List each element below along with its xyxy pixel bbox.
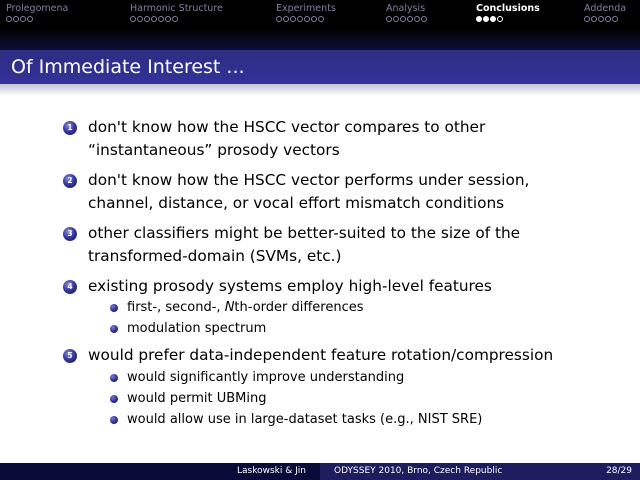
nav-dot[interactable] (297, 16, 303, 22)
nav-dot[interactable] (165, 16, 171, 22)
nav-dot[interactable] (591, 16, 597, 22)
nav-dot[interactable] (605, 16, 611, 22)
nav-dot[interactable] (584, 16, 590, 22)
nav-dot[interactable] (144, 16, 150, 22)
frame-title-shadow (0, 84, 640, 96)
nav-dot[interactable] (400, 16, 406, 22)
nav-dot[interactable] (6, 16, 12, 22)
enumerate-number-ball: 3 (63, 227, 77, 241)
item-text-line: existing prosody systems employ high-level features (88, 277, 492, 295)
nav-dot[interactable] (20, 16, 26, 22)
footer-authors: Laskowski & Jin (0, 463, 320, 480)
item-text-line: “instantaneous” prosody vectors (88, 141, 340, 159)
enumerate-number-ball: 2 (63, 174, 77, 188)
nav-section-harmonic-structure[interactable]: Harmonic Structure (130, 3, 223, 14)
nav-dot[interactable] (304, 16, 310, 22)
bullet-icon (110, 416, 118, 424)
bullet-icon (110, 395, 118, 403)
sub-item-text: would permit UBMing (127, 391, 267, 406)
nav-section-prolegomena[interactable]: Prolegomena (6, 3, 69, 14)
nav-dot[interactable] (151, 16, 157, 22)
nav-dot[interactable] (598, 16, 604, 22)
sub-item (110, 389, 570, 409)
nav-dot[interactable] (290, 16, 296, 22)
nav-dot[interactable] (276, 16, 282, 22)
nav-dot[interactable] (318, 16, 324, 22)
nav-dot[interactable] (490, 16, 496, 22)
nav-dot[interactable] (393, 16, 399, 22)
nav-dot[interactable] (497, 16, 503, 22)
footer-page-number: 28/29 (590, 463, 640, 480)
sub-item-text: would significantly improve understanding (127, 370, 405, 385)
enumerate-number-ball: 4 (63, 280, 77, 294)
footer-venue: ODYSSEY 2010, Brno, Czech Republic (320, 463, 640, 480)
item-text-line: would prefer data-independent feature rotation/compression (88, 346, 554, 364)
bullet-icon (110, 374, 118, 382)
sub-item (110, 298, 570, 318)
nav-section-analysis[interactable]: Analysis (386, 3, 426, 14)
title-bar (0, 28, 640, 50)
nav-dot[interactable] (158, 16, 164, 22)
sub-item-text: would allow use in large-dataset tasks (e.g., NIST SRE) (127, 412, 483, 427)
navigation-bar (0, 0, 640, 28)
nav-dot[interactable] (386, 16, 392, 22)
nav-dot[interactable] (612, 16, 618, 22)
item-text-line: channel, distance, or vocal effort mismatch conditions (88, 194, 505, 212)
nav-dot[interactable] (130, 16, 136, 22)
item-text-line: other classifiers might be better-suited to the size of the (88, 224, 521, 242)
nav-dot[interactable] (137, 16, 143, 22)
frame-title: Of Immediate Interest ... (11, 56, 245, 78)
nav-dot[interactable] (283, 16, 289, 22)
sub-item (110, 368, 570, 388)
enumerate-number-ball: 5 (63, 349, 77, 363)
item-text-line: don't know how the HSCC vector performs under session, (88, 171, 530, 189)
nav-dot[interactable] (27, 16, 33, 22)
nav-dot[interactable] (311, 16, 317, 22)
nav-dot[interactable] (172, 16, 178, 22)
sub-item (110, 410, 570, 430)
nav-section-addenda[interactable]: Addenda (584, 3, 627, 14)
sub-item (110, 319, 570, 339)
item-text-line: don't know how the HSCC vector compares to other (88, 118, 486, 136)
nav-dot[interactable] (483, 16, 489, 22)
nav-dot[interactable] (476, 16, 482, 22)
footer-bar (0, 463, 640, 480)
enumerate-number-ball: 1 (63, 121, 77, 135)
bullet-icon (110, 325, 118, 333)
nav-dot[interactable] (414, 16, 420, 22)
bullet-icon (110, 304, 118, 312)
sub-item-text: modulation spectrum (127, 321, 267, 336)
nav-dot[interactable] (421, 16, 427, 22)
nav-section-experiments[interactable]: Experiments (276, 3, 336, 14)
nav-dot[interactable] (407, 16, 413, 22)
item-text-line: transformed-domain (SVMs, etc.) (88, 247, 342, 265)
sub-item-text: first-, second-, Nth-order differences (127, 300, 364, 315)
nav-section-conclusions[interactable]: Conclusions (476, 3, 540, 14)
nav-dot[interactable] (13, 16, 19, 22)
